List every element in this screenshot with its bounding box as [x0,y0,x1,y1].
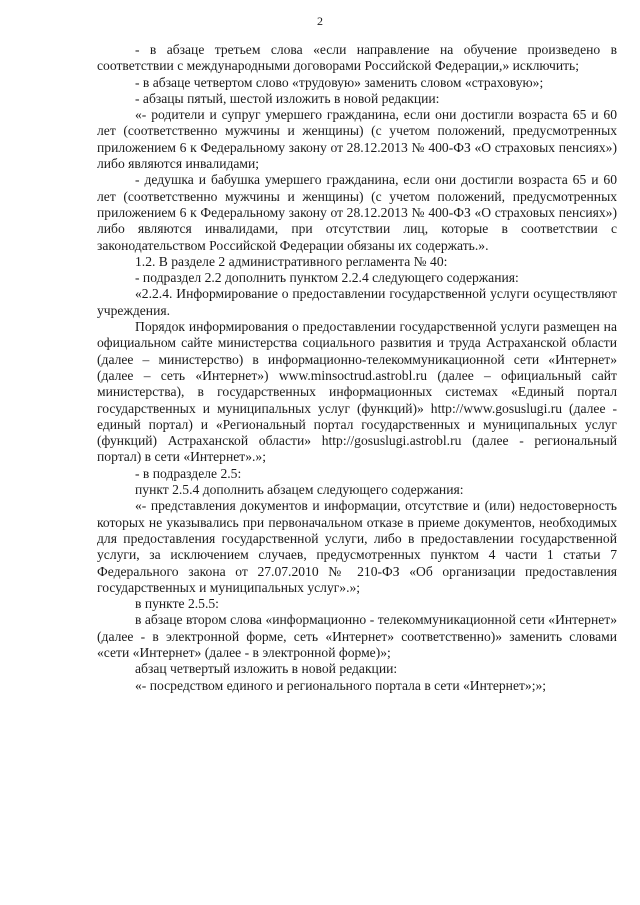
paragraph: 1.2. В разделе 2 административного регламента № 40: [135,253,448,269]
paragraph: в пункте 2.5.5: [135,596,219,612]
paragraph: «- посредством единого и регионального портала в сети «Интернет»;»; [135,677,547,693]
paragraph: - абзацы пятый, шестой изложить в новой редакции: [135,90,440,106]
paragraph: абзац четвертый изложить в новой редакции: [135,661,398,677]
paragraph: в абзаце втором слова «информационно - телекоммуникационной сети «Интернет» (далее - в электронной форме, сеть «Интернет» соответственно)» заменить словами «сети «Интернет» (далее - в электронной форме)»; [97,612,617,660]
paragraph: пункт 2.5.4 дополнить абзацем следующего содержания: [135,482,464,498]
paragraph: Порядок информирования о предоставлении государственной услуги размещен на официальном сайте министерства социального развития и труда Астраханской области (далее – министерство) в информационно-телекоммуникационной сети «Интернет» (далее – сеть «Интернет») www.minsoctrud.astrobl.ru (далее – официальный сайт министерства), в государственных информационных системах «Единый портал государственных и муниципальных услуг (функций)» http://www.gosuslugi.ru (далее - единый портал) и «Региональный портал государственных и муниципальных услуг (функций) Астраханской области» http://gosuslugi.astrobl.ru (далее - региональный портал) в сети «Интернет».»; [97,319,617,465]
paragraph: - в абзаце четвертом слово «трудовую» заменить словом «страховую»; [135,74,544,90]
page-number: 2 [317,14,323,28]
paragraph: - в подразделе 2.5: [135,465,242,481]
paragraph: «- родители и супруг умершего гражданина, если они достигли возраста 65 и 60 лет (соответственно мужчины и женщины) (с учетом положений, предусмотренных приложением 6 к Федеральному закону от 28.12.2013 № 400-ФЗ «О страховых пенсиях») либо являются инвалидами; [97,107,617,172]
paragraph: «- представления документов и информации, отсутствие и (или) недостоверность которых не указывались при первоначальном отказе в приеме документов, необходимых для предоставления государственной услуги, либо в предоставлении государственной услуги, за исключением случаев, предусмотренных пунктом 4 части 1 статьи 7 Федерального закона от 27.07.2010 № 210-ФЗ «Об организации предоставления государственных и муниципальных услуг».»; [97,498,617,595]
paragraph: - подраздел 2.2 дополнить пунктом 2.2.4 следующего содержания: [135,270,519,286]
paragraph: «2.2.4. Информирование о предоставлении государственной услуги осуществляют учреждения. [97,286,617,318]
paragraph: - дедушка и бабушка умершего гражданина, если они достигли возраста 65 и 60 лет (соответственно мужчины и женщины) (с учетом положений, предусмотренных приложением 6 к Федеральному закону от 28.12.2013 № 400-ФЗ «О страховых пенсиях») либо являются инвалидами, при отсутствии лиц, которые в соответствии с законодательством Российской Федерации обязаны их содержать.». [97,172,617,253]
document-body [97,42,617,694]
paragraph: - в абзаце третьем слова «если направление на обучение произведено в соответствии с международными договорами Российской Федерации,» исключить; [97,42,617,74]
